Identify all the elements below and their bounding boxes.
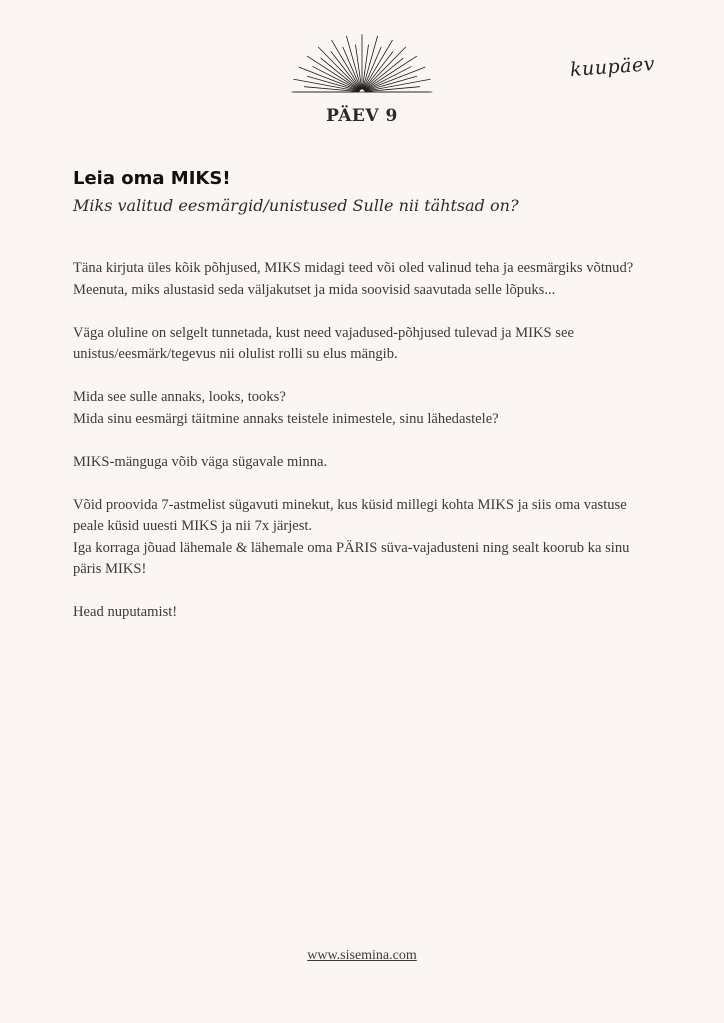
text-line: peale küsid uuesti MIKS ja nii 7x järjest.	[73, 518, 313, 534]
section-heading: Leia oma MIKS!	[73, 168, 231, 189]
text-line: Täna kirjuta üles kõik põhjused, MIKS midagi teed või oled valinud teha ja eesmärgiks võtnud?	[73, 260, 634, 276]
sunburst-ray	[343, 47, 361, 89]
sunburst-ray	[307, 76, 359, 91]
sunburst-ray	[365, 76, 417, 91]
date-label: kuupäev	[569, 53, 656, 81]
text-line: Väga oluline on selgelt tunnetada, kust need vajadused-põhjused tulevad ja MIKS see	[73, 324, 574, 341]
paragraph	[73, 452, 688, 474]
paragraph	[73, 602, 688, 624]
paragraph	[73, 323, 688, 366]
day-title: PÄEV 9	[326, 106, 398, 126]
text-line: Meenuta, miks alustasid seda väljakutset ja mida soovisid saavutada selle lõpuks...	[73, 281, 556, 298]
website-link[interactable]: www.sisemina.com	[307, 948, 417, 963]
footer-website	[0, 948, 724, 964]
text-line: Võid proovida 7-astmelist sügavuti minekut, kus küsid millegi kohta MIKS ja siis oma vastuse	[73, 496, 627, 513]
paragraph	[73, 258, 688, 301]
paragraph	[73, 387, 688, 430]
text-line: Iga korraga jõuad lähemale & lähemale oma PÄRIS süva-vajadusteni ning sealt koorub ka sinu	[73, 539, 630, 556]
section-subheading: Miks valitud eesmärgid/unistused Sulle nii tähtsad on?	[73, 196, 519, 215]
paragraph	[73, 495, 688, 581]
body-text	[73, 258, 688, 645]
text-line: Mida sinu eesmärgi täitmine annaks teistele inimestele, sinu lähedastele?	[73, 410, 499, 427]
sunburst-icon	[287, 18, 437, 96]
text-line: unistus/eesmärk/tegevus nii olulist rolli su elus mängib.	[73, 346, 398, 362]
text-line: Head nuputamist!	[73, 604, 178, 620]
text-line: päris MIKS!	[73, 561, 147, 577]
text-line: MIKS-mänguga võib väga sügavale minna.	[73, 453, 328, 470]
sunburst-ray	[363, 47, 381, 89]
text-line: Mida see sulle annaks, looks, tooks?	[73, 389, 286, 405]
